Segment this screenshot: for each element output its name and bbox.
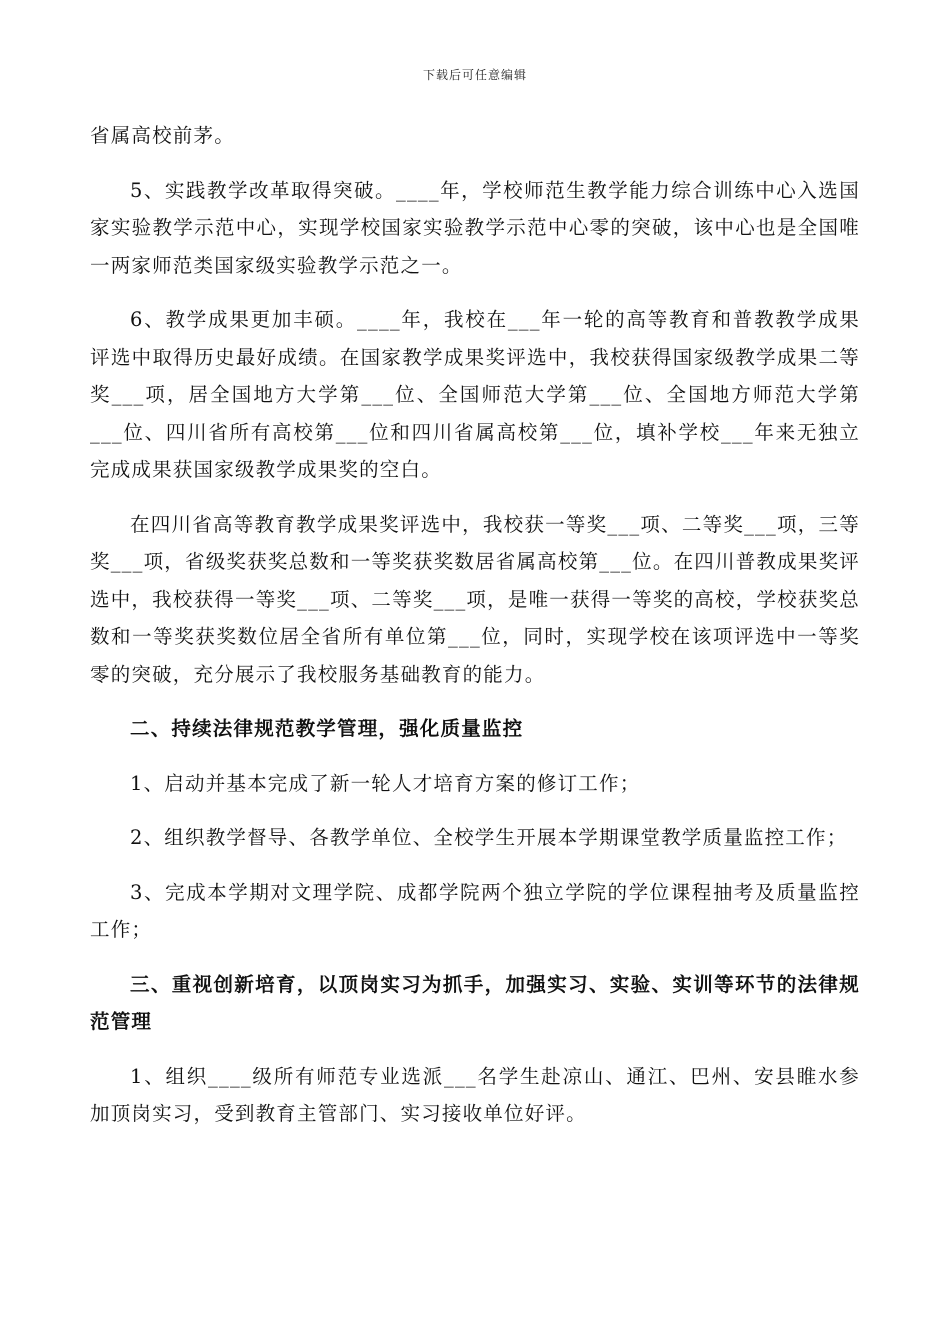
- paragraph-section2-item-2: 2、组织教学督导、各教学单位、全校学生开展本学期课堂教学质量监控工作；: [130, 826, 848, 849]
- section-heading-2: 二、持续法律规范教学管理，强化质量监控: [130, 717, 524, 740]
- section-heading-3: 三、重视创新培育，以顶岗实习为抓手，加强实习、实验、实训等环节的法律规范管理: [90, 972, 860, 1033]
- paragraph-section2-item-3: 3、完成本学期对文理学院、成都学院两个独立学院的学位课程抽考及质量监控工作；: [90, 880, 860, 941]
- paragraph-section3-item-1: 1、组织____级所有师范专业选派___名学生赴凉山、通江、巴州、安县睢水参加顶岗实习，受到教育主管部门、实习接收单位好评。: [90, 1064, 860, 1125]
- paragraph-section2-item-1: 1、启动并基本完成了新一轮人才培育方案的修订工作；: [130, 771, 641, 795]
- paragraph-continuation: 省属高校前茅。: [90, 124, 235, 147]
- paragraph-provincial-awards: 在四川省高等教育教学成果奖评选中，我校获一等奖___项、二等奖___项，三等奖___项，省级奖获奖总数和一等奖获奖数居省属高校第___位。在四川普教成果奖评选中，我校获得一等奖___项、二等奖___项，是唯一获得一等奖的高校，学校获奖总数和一等奖获奖数位居全省所有单位第___位，同时，实现学校在该项评选中一等奖零的突破，充分展示了我校服务基础教育的能力。: [90, 512, 860, 686]
- page-header: 下载后可任意编辑: [422, 68, 527, 82]
- document-body: [90, 117, 860, 1150]
- paragraph-item-6: 6、教学成果更加丰硕。____年，我校在___年一轮的高等教育和普教教学成果评选中取得历史最好成绩。在国家教学成果奖评选中，我校获得国家级教学成果二等奖___项，居全国地方大学第___位、全国师范大学第___位、全国地方师范大学第___位、四川省所有高校第___位和四川省属高校第___位，填补学校___年来无独立完成成果获国家级教学成果奖的空白。: [90, 308, 860, 481]
- paragraph-item-5: 5、实践教学改革取得突破。____年，学校师范生教学能力综合训练中心入选国家实验教学示范中心，实现学校国家实验教学示范中心零的突破，该中心也是全国唯一两家师范类国家级实验教学示范之一。: [90, 178, 860, 277]
